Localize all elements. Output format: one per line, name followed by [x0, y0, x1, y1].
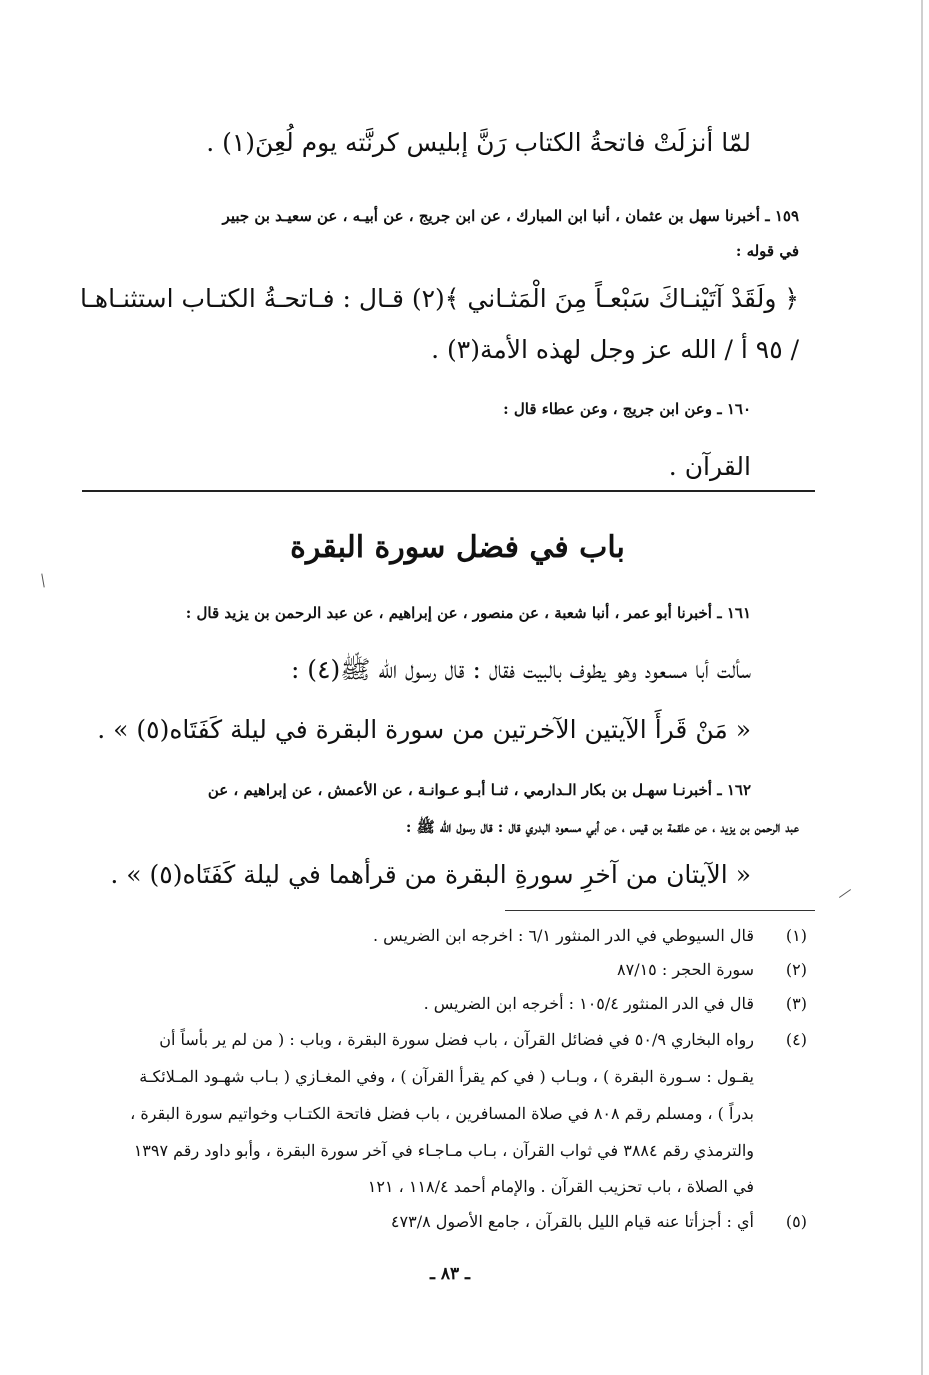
- text-line-6: ١٦٠ ـ وعن ابن جريج ، وعن عطاء قال :: [503, 400, 751, 418]
- footnote-number: (٢): [785, 960, 807, 979]
- text-line-7: القرآن .: [668, 452, 751, 481]
- text-line-1: لمّا أنزلَتْ فاتحةُ الكتاب رَنَّ إبليس كرنَّته يوم لُعِنَ(١) .: [206, 128, 751, 157]
- hadith-line-6: « الآيتان من آخرِ سورةِ البقرة من قرأهما في ليلة كَفَتَاه(٥) » .: [110, 860, 751, 889]
- footnote-1: قال السيوطي في الدر المنثور ٦/١ : اخرجه ابن الضريس .: [372, 926, 754, 945]
- hadith-line-1: ١٦١ ـ أخبرنا أبو عمر ، أنبا شعبة ، عن منصور ، عن إبراهيم ، عن عبد الرحمن بن يزيد قال :: [185, 604, 751, 622]
- margin-mark: [41, 574, 44, 588]
- page-edge: [921, 0, 923, 1375]
- section-divider: [82, 490, 815, 492]
- page-number: ـ ٨٣ ـ: [429, 1264, 471, 1284]
- footnote-4-line-3: بدراً ) ، ومسلم رقم ٨٠٨ في صلاة المسافرين ، باب فضل فاتحة الكتـاب وخواتيم سورة البقرة ،: [130, 1104, 754, 1123]
- footnote-4-line-2: يقـول : سـورة البقرة ) ، وبـاب ( في كم يقرأ القرآن ) ، وفي المغـازي ( بـاب شهـود المـلائكـة: [139, 1067, 754, 1086]
- hadith-line-5: عبد الرحمن بن يزيد ، عن علقمة بن قيس ، عن أبي مسعود البدري قال : قال رسول الله ﷺ :: [405, 818, 799, 836]
- footnote-2: سورة الحجر : ٨٧/١٥: [617, 960, 754, 979]
- footnote-4-line-1: رواه البخاري ٥٠/٩ في فضائل القرآن ، باب فضل سورة البقرة ، وباب : ( من لم ير بأساً أن: [159, 1030, 754, 1049]
- text-line-5: / ٩٥ أ / الله عز وجل لهذه الأمة(٣) .: [431, 335, 799, 364]
- hadith-line-3: « مَنْ قَرأَ الآيتين الآخرتين من سورة البقرة في ليلة كَفَتَاه(٥) » .: [97, 715, 751, 744]
- footnote-divider: [505, 910, 815, 911]
- margin-mark: [839, 889, 851, 898]
- text-line-4: ﴿ ولَقَدْ آتَيْنـاكَ سَبْعـاً مِنَ الْمَثـاني ﴾(٢) قـال : فـاتحـةُ الكتـاب استثنـاهـا: [79, 284, 799, 313]
- footnote-number: (٥): [785, 1212, 807, 1231]
- text-line-2: ١٥٩ ـ أخبرنا سهل بن عثمان ، أنبا ابن المبارك ، عن ابن جريج ، عن أبيـه ، عن سعيـد بن جبير: [222, 207, 799, 225]
- footnote-number: (١): [785, 926, 807, 945]
- hadith-line-2: سألت أبا مسعود وهو يطوف بالبيت فقال : قال رسول الله ﷺ(٤) :: [290, 655, 751, 684]
- footnote-number: (٣): [785, 994, 807, 1013]
- hadith-line-4: ١٦٢ ـ أخبرنـا سهـل بن بكار الـدارمي ، ثنـا أبـو عـوانـة ، عن الأعمش ، عن إبراهيم ، عن: [207, 781, 751, 799]
- footnote-number: (٤): [785, 1030, 807, 1049]
- footnote-4-line-5: في الصلاة ، باب تحزيب القرآن . والإمام أحمد ١١٨/٤ ، ١٢١: [367, 1177, 754, 1196]
- footnote-3: قال في الدر المنثور ١٠٥/٤ : أخرجه ابن الضريس .: [423, 994, 754, 1013]
- footnote-5: أي : أجزأتا عنه قيام الليل بالقرآن ، جامع الأصول ٤٧٣/٨: [390, 1212, 754, 1231]
- section-heading: باب في فضل سورة البقرة: [290, 530, 625, 565]
- text-line-3: في قوله :: [735, 242, 799, 260]
- footnote-4-line-4: والترمذي رقم ٣٨٨٤ في ثواب القرآن ، بـاب مـاجـاء في آخر سورة البقرة ، وأبو داود رقم ١٣٩٧: [133, 1141, 754, 1160]
